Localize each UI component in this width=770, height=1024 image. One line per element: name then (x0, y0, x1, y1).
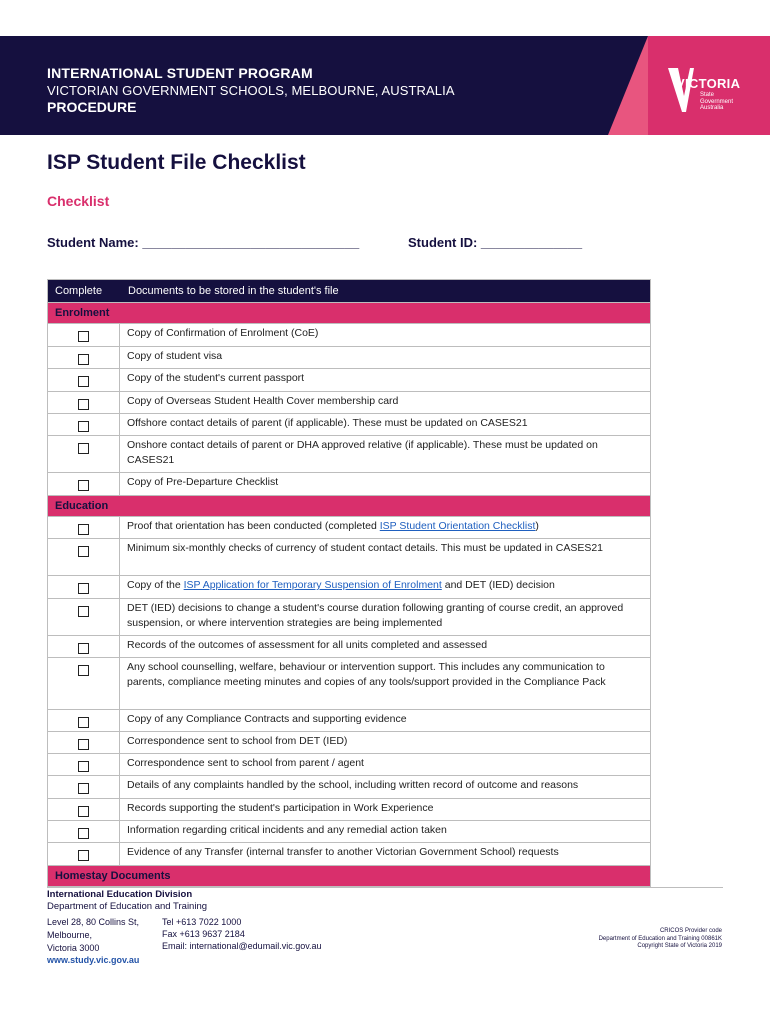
student-name-field[interactable]: Student Name: ______________________________ (47, 235, 360, 250)
checkbox[interactable] (78, 443, 89, 454)
victoria-logo-word: VICTORIA (676, 76, 741, 91)
row-text: Proof that orientation has been conducted (completed ISP Student Orientation Checklist) (127, 520, 539, 532)
row-text: Records supporting the student's participation in Work Experience (127, 802, 434, 814)
table-row (48, 516, 650, 538)
table-row (48, 842, 650, 865)
checkbox[interactable] (78, 850, 89, 861)
row-text: Correspondence sent to school from parent / agent (127, 757, 364, 769)
footer-division: International Education Division (47, 889, 193, 900)
checkbox[interactable] (78, 583, 89, 594)
table-row (48, 346, 650, 368)
row-text: Copy of Pre-Departure Checklist (127, 476, 279, 488)
footer-website-link[interactable]: www.study.vic.gov.au (47, 955, 140, 965)
checkbox[interactable] (78, 739, 89, 750)
table-row (48, 435, 650, 472)
table-row (48, 323, 650, 346)
column-header-complete: Complete (55, 285, 103, 297)
checkbox[interactable] (78, 331, 89, 342)
table-header (48, 280, 650, 302)
student-id-field[interactable]: Student ID: ______________ (408, 235, 583, 250)
checklist-table (47, 279, 651, 887)
row-text: Copy of Confirmation of Enrolment (CoE) (127, 327, 319, 339)
table-row (48, 657, 650, 709)
section-education: Education (48, 495, 650, 516)
section-homestay: Homestay Documents (48, 865, 650, 886)
checkbox[interactable] (78, 480, 89, 491)
checkbox[interactable] (78, 524, 89, 535)
row-text: Records of the outcomes of assessment for all units completed and assessed (127, 639, 488, 651)
table-row (48, 598, 650, 635)
checkbox[interactable] (78, 665, 89, 676)
document-type: PROCEDURE (47, 99, 137, 115)
checkbox[interactable] (78, 828, 89, 839)
table-row (48, 368, 650, 391)
row-text: Offshore contact details of parent (if applicable). These must be updated on CASES21 (127, 417, 528, 429)
table-row (48, 391, 650, 413)
checkbox[interactable] (78, 421, 89, 432)
row-text: Copy of the ISP Application for Temporary Suspension of Enrolment and DET (IED) decision (127, 579, 555, 591)
row-text: Evidence of any Transfer (internal transfer to another Victorian Government School) requests (127, 846, 559, 858)
orientation-checklist-link[interactable]: ISP Student Orientation Checklist (379, 520, 536, 532)
section-enrolment: Enrolment (48, 302, 650, 323)
checkbox[interactable] (78, 806, 89, 817)
program-title: INTERNATIONAL STUDENT PROGRAM (47, 65, 313, 81)
checkbox[interactable] (78, 783, 89, 794)
footer-address: Level 28, 80 Collins St, Melbourne, Victoria 3000 (47, 917, 140, 953)
table-row (48, 413, 650, 435)
table-row (48, 709, 650, 731)
checkbox[interactable] (78, 354, 89, 365)
table-row (48, 820, 650, 842)
row-text: Minimum six-monthly checks of currency of student contact details. This must be updated in CASES21 (127, 542, 604, 554)
victoria-logo-subtext: State Government Australia (700, 92, 734, 111)
page-title: ISP Student File Checklist (47, 151, 306, 174)
row-text: Copy of any Compliance Contracts and supporting evidence (127, 713, 407, 725)
table-row (48, 775, 650, 798)
row-text: Copy of student visa (127, 350, 223, 362)
footer-cricos: CRICOS Provider code Department of Education and Training 00861K Copyright State of Victoria 2019 (598, 928, 722, 949)
column-header-documents: Documents to be stored in the student's file (128, 285, 339, 297)
row-text: Correspondence sent to school from DET (IED) (127, 735, 348, 747)
table-row (48, 472, 650, 495)
checkbox[interactable] (78, 606, 89, 617)
row-text: DET (IED) decisions to change a student's course duration following granting of course credit, an approved suspension, or where intervention strategies are being implemented (127, 602, 624, 629)
row-text: Copy of Overseas Student Health Cover membership card (127, 395, 399, 407)
footer-department: Department of Education and Training (47, 901, 208, 912)
checkbox[interactable] (78, 717, 89, 728)
table-row (48, 731, 650, 753)
suspension-application-link[interactable]: ISP Application for Temporary Suspension of Enrolment (183, 579, 442, 591)
checkbox[interactable] (78, 546, 89, 557)
row-text: Details of any complaints handled by the school, including written record of outcome and reasons (127, 779, 579, 791)
checkbox[interactable] (78, 399, 89, 410)
row-text: Onshore contact details of parent or DHA approved relative (if applicable). These must be updated on CASES21 (127, 439, 598, 466)
footer-divider (47, 887, 723, 888)
table-row (48, 753, 650, 775)
table-row (48, 575, 650, 598)
checkbox[interactable] (78, 761, 89, 772)
checkbox[interactable] (78, 643, 89, 654)
row-text: Copy of the student's current passport (127, 372, 305, 384)
footer-contact: Tel +613 7022 1000 Fax +613 9637 2184 Email: international@edumail.vic.gov.au (162, 917, 322, 951)
table-row (48, 798, 650, 820)
table-row (48, 635, 650, 657)
section-label: Checklist (47, 193, 110, 209)
row-text: Any school counselling, welfare, behaviour or intervention support. This includes any communication to parents, compliance meeting minutes and copies of any tools/support provided in the Compliance Pack (127, 661, 606, 688)
program-subtitle: VICTORIAN GOVERNMENT SCHOOLS, MELBOURNE, AUSTRALIA (47, 83, 455, 98)
table-row (48, 538, 650, 575)
row-text: Information regarding critical incidents and any remedial action taken (127, 824, 447, 836)
checkbox[interactable] (78, 376, 89, 387)
